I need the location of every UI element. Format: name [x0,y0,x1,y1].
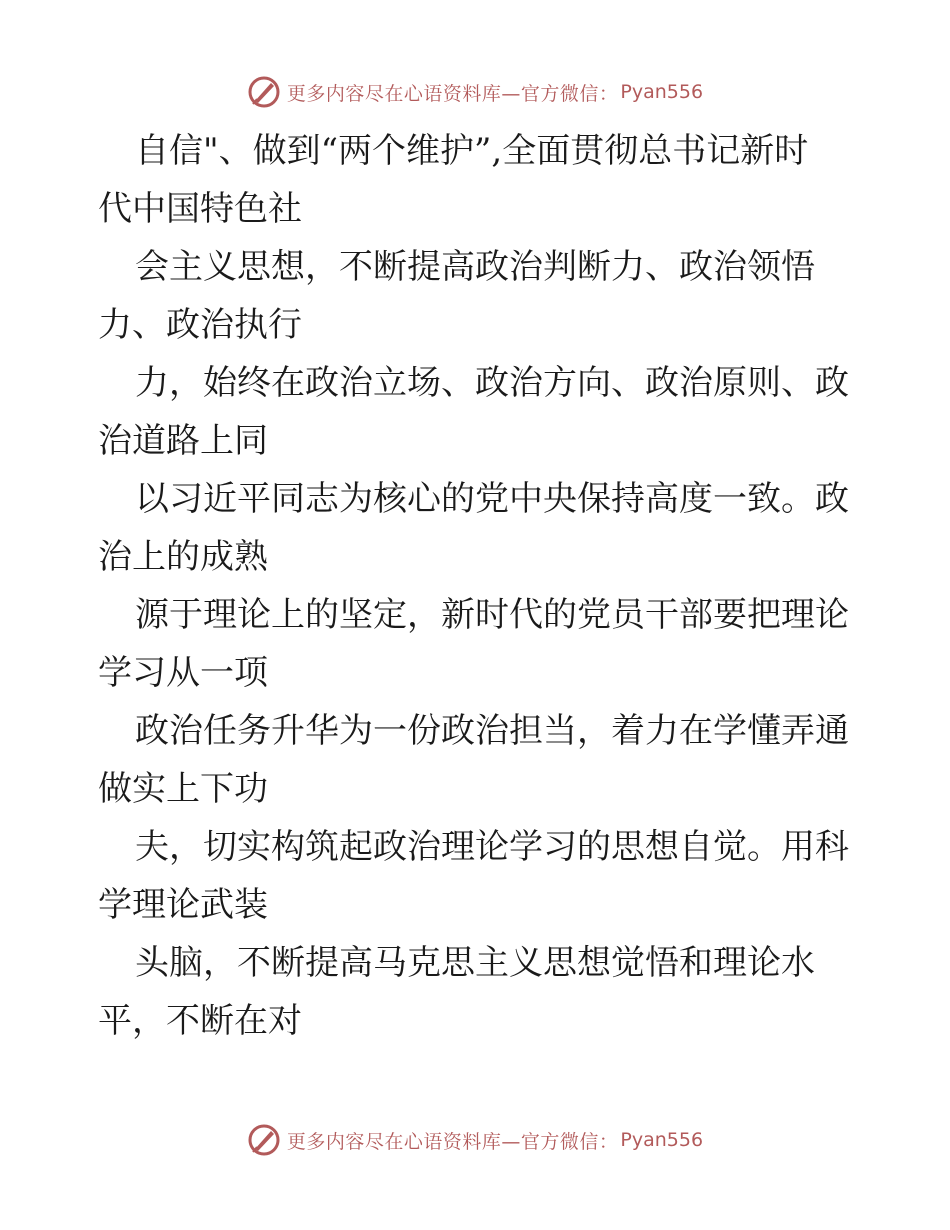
paragraph-line: 夫，切实构筑起政治理论学习的思想自觉。用科 [135,827,849,867]
paragraph-line: 代中国特色社 [98,189,302,229]
quill-pen-logo-icon [247,1123,281,1157]
paragraph [98,818,858,934]
paragraph [98,586,858,702]
document-body [98,122,858,1050]
paragraph-line: 自信"、做到“两个维护”,全面贯彻总书记新时 [135,131,809,171]
header-watermark [0,72,950,112]
watermark-wechat-id: Pyan556 [620,81,704,103]
paragraph-line: 政治任务升华为一份政治担当，着力在学懂弄通 [135,711,849,751]
watermark-wechat-id: Pyan556 [620,1129,704,1151]
paragraph [98,934,858,1050]
paragraph-line: 会主义思想，不断提高政治判断力、政治领悟 [135,247,815,287]
paragraph-line: 治上的成熟 [98,537,268,577]
quill-pen-logo-icon [247,75,281,109]
paragraph [98,470,858,586]
paragraph [98,122,858,238]
paragraph [98,702,858,818]
paragraph-line: 学习从一项 [98,653,268,693]
paragraph-line: 以习近平同志为核心的党中央保持高度一致。政 [135,479,849,519]
watermark-text: 更多内容尽在心语资料库—官方微信： [286,82,619,105]
paragraph-line: 力、政治执行 [98,305,302,345]
paragraph-line: 力，始终在政治立场、政治方向、政治原则、政 [135,363,849,403]
paragraph [98,354,858,470]
footer-watermark [0,1120,950,1160]
paragraph-line: 治道路上同 [98,421,268,461]
paragraph-line: 平，不断在对 [98,1001,302,1041]
paragraph [98,238,858,354]
watermark-text: 更多内容尽在心语资料库—官方微信： [286,1130,619,1153]
paragraph-line: 头脑，不断提高马克思主义思想觉悟和理论水 [135,943,815,983]
paragraph-line: 源于理论上的坚定，新时代的党员干部要把理论 [135,595,849,635]
paragraph-line: 做实上下功 [98,769,268,809]
paragraph-line: 学理论武装 [98,885,268,925]
